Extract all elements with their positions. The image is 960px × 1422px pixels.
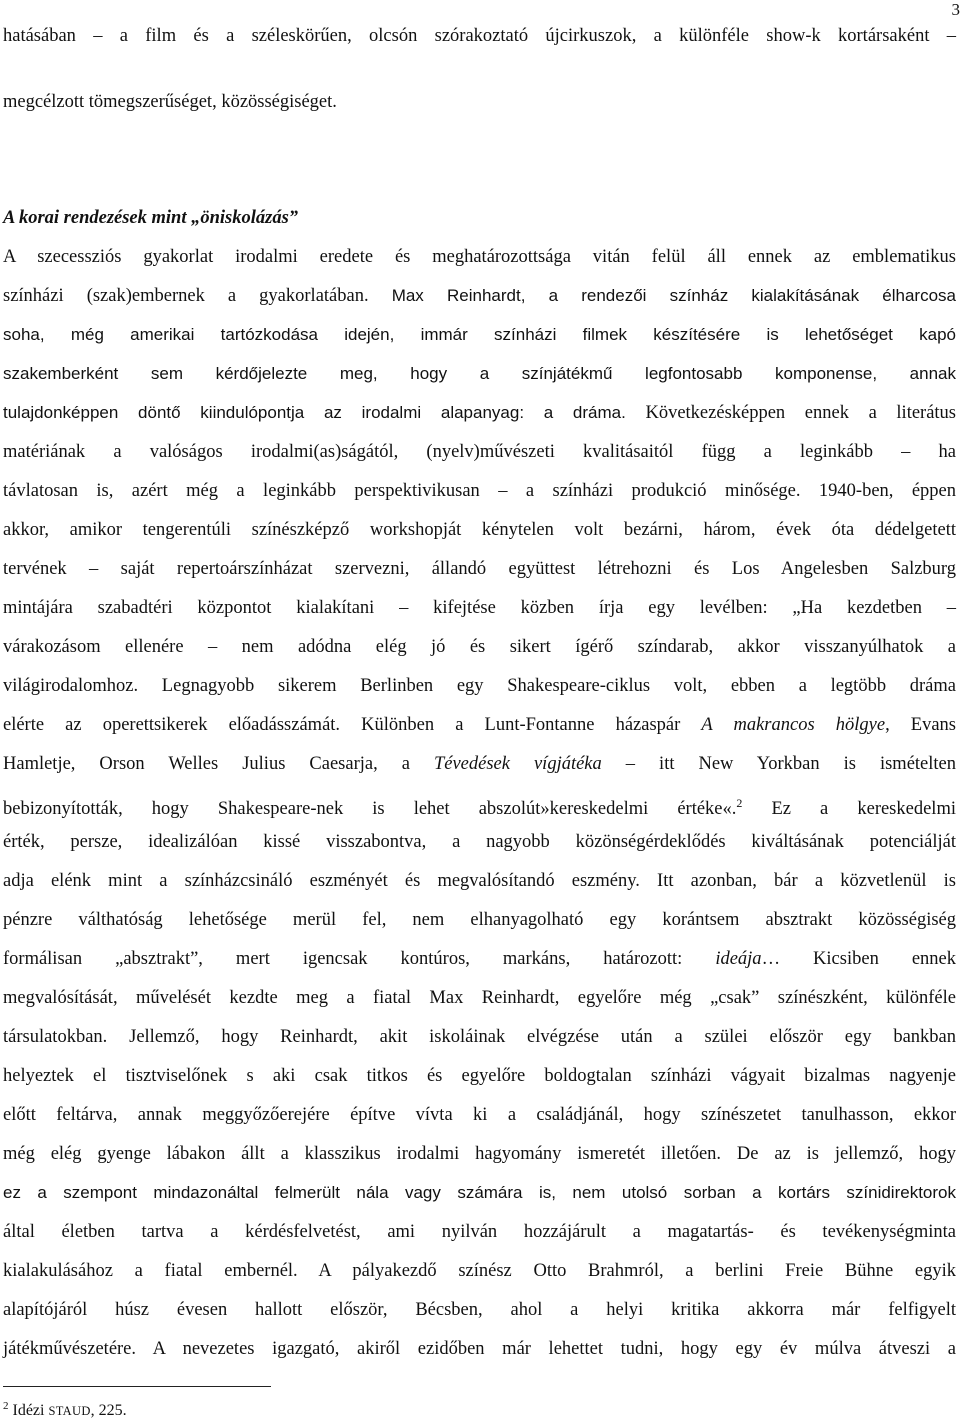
text-line: helyeztek el tisztviselőnek s aki csak titkos és egyelőre boldogtalan színházi vágyait bizalmas nagyenje <box>3 1064 956 1088</box>
text-span: soha, még amerikai tartózkodása idején, immár színházi filmek készítésére is lehetőséget kapó <box>3 325 956 344</box>
play-title: A makrancos hölgye <box>701 715 885 735</box>
text-line: társulatokban. Jellemző, hogy Reinhardt, akit iskoláinak elvégzése után a szülei először egy bankban <box>3 1025 956 1049</box>
footnote-source: STAUD <box>48 1404 90 1418</box>
text-span: kialakulásához a fiatal embernél. <box>3 1261 298 1281</box>
text-line <box>3 947 956 971</box>
text-line: alapítójáról húsz évesen hallott először, Bécsben, ahol a helyi kritika akkorra már felfigyelt <box>3 1298 956 1322</box>
text-span: A pályakezdő színész Otto Brahmról, a berlini Freie Bühne egyik <box>318 1261 956 1281</box>
text-span: De az is jellemző, hogy <box>737 1144 956 1164</box>
text-span: szakemberként sem kérdőjelezte meg, hogy a színjátékmű legfontosabb komponense, annak <box>3 364 956 383</box>
text-line: matériának a valóságos irodalmi(as)ságától, (nyelv)művészeti kvalitásaitól függ a leginkább – ha <box>3 440 956 464</box>
text-span: adja elénk mint a színházcsináló eszményét és megvalósítandó eszmény. <box>3 871 640 891</box>
text-line: megcélzott tömegszerűséget, közösségiséget. <box>3 90 956 114</box>
play-title: Tévedések vígjátéka <box>434 754 602 774</box>
text-line <box>3 1259 956 1283</box>
footnote-text: Idézi <box>13 1402 49 1419</box>
text-line <box>3 869 956 893</box>
text-line: hatásában – a film és a széleskörűen, olcsón szórakoztató újcirkuszok, a különféle show-k kortársaként – <box>3 24 956 48</box>
footnote <box>3 1395 127 1422</box>
text-span: távlatosan is, azért még a leginkább perspektivikusan – a színházi produkció minősége. <box>3 481 801 501</box>
text-span: Itt azonban, bár a közvetlenül is <box>657 871 956 891</box>
text-line <box>3 713 956 737</box>
text-line: tervének – saját repertoárszínházat szervezni, állandó együttest létrehozni és Los Angelesben Salzburg <box>3 557 956 581</box>
text-span: elérte az operettsikerek előadásszámát. Különben a Lunt-Fontanne házaspár <box>3 715 701 735</box>
text-span: színházi (szak)embernek a gyakorlatában. <box>3 286 369 306</box>
text-span: Hamletje, Orson Welles Julius Caesarja, a <box>3 754 434 774</box>
text-span: … Kicsiben ennek <box>762 949 956 969</box>
text-line: érték, persze, idealizálóan kissé visszabontva, a nagyobb közönségérdeklődés kiváltásának potenciálját <box>3 830 956 854</box>
footnote-divider <box>3 1386 271 1387</box>
text-span: még elég gyenge lábakon állt a klasszikus irodalmi hagyomány ismeretét illetően. <box>3 1144 721 1164</box>
text-line: játékművészetére. A nevezetes igazgató, akiről ezidőben már lehettet tudni, hogy egy év múlva átveszi a <box>3 1337 956 1361</box>
emphasis: ideája <box>715 949 761 969</box>
text-line: előtt feltárva, annak meggyőzőerejére építve vívta ki a családjánál, hogy színészetet tanulhasson, ekkor <box>3 1103 956 1127</box>
text-line <box>3 752 956 776</box>
section-heading: A korai rendezések mint „öniskolázás” <box>3 206 956 230</box>
text-line <box>3 479 956 503</box>
text-span: – itt New Yorkban is ismételten <box>602 754 956 774</box>
page-number: 3 <box>952 0 960 20</box>
text-span: Max Reinhardt, a rendezői színház kialakításának élharcosa <box>392 286 956 305</box>
text-span: Ez a kereskedelmi <box>742 799 956 819</box>
text-line <box>3 791 956 821</box>
footnote-reference: 2 <box>736 796 742 810</box>
text-line: akkor, amikor tengerentúli színészképző workshopját kénytelen volt bezárni, három, évek óta dédelgetett <box>3 518 956 542</box>
text-line <box>3 401 956 425</box>
text-span: bebizonyították, hogy Shakespeare-nek is lehet abszolút»kereskedelmi értéke«. <box>3 799 736 819</box>
text-line <box>3 284 956 308</box>
text-line: A szecessziós gyakorlat irodalmi eredete és meghatározottsága vitán felül áll ennek az emblematikus <box>3 245 956 269</box>
text-line <box>3 1142 956 1166</box>
text-line: mintájára szabadtéri központot kialakítani – kifejtése közben írja egy levélben: „Ha kezdetben – <box>3 596 956 620</box>
text-span: tulajdonképpen döntő kiindulópontja az irodalmi alapanyag: a dráma. <box>3 403 626 422</box>
text-span: 1940-ben, éppen <box>819 481 956 501</box>
text-line <box>3 362 956 386</box>
footnote-marker: 2 <box>3 1400 9 1412</box>
text-line: várakozásom ellenére – nem adódna elég jó és sikert ígérő színdarab, akkor visszanyúlhatok a <box>3 635 956 659</box>
text-line: világirodalomhoz. Legnagyobb sikerem Berlinben egy Shakespeare-ciklus volt, ebben a legtöbb dráma <box>3 674 956 698</box>
text-span: formálisan „absztrakt”, mert igencsak kontúros, markáns, határozott: <box>3 949 715 969</box>
text-line: megvalósítását, művelését kezdte meg a fiatal Max Reinhardt, egyelőre még „csak” színészként, különféle <box>3 986 956 1010</box>
text-line <box>3 323 956 347</box>
text-span: Következésképpen ennek a literátus <box>645 403 956 423</box>
text-line <box>3 1181 956 1205</box>
text-line: pénzre válthatóság lehetősége merül fel, nem elhanyagolható egy korántsem absztrakt közösségiség <box>3 908 956 932</box>
footnote-text: , 225. <box>91 1402 127 1419</box>
text-span: , Evans <box>885 715 956 735</box>
text-span: ez a szempont mindazonáltal felmerült nála vagy számára is, nem utolsó sorban a kortárs színidirektorok <box>3 1183 956 1202</box>
text-line: által életben tartva a kérdésfelvetést, ami nyilván hozzájárult a magatartás- és tevékenységminta <box>3 1220 956 1244</box>
